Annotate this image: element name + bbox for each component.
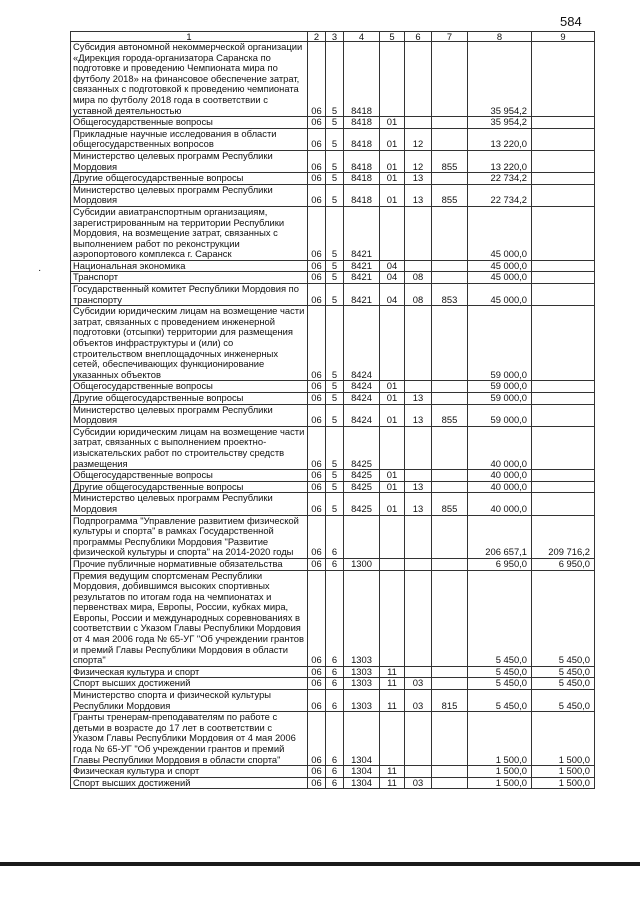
row-code-cell [532, 260, 595, 272]
row-code-cell: 5 [326, 393, 344, 405]
row-code-cell [380, 306, 405, 381]
col-header: 4 [344, 32, 380, 42]
row-code-cell: 6 950,0 [532, 558, 595, 570]
row-code-cell: 04 [380, 260, 405, 272]
row-name-cell: Государственный комитет Республики Мордовия по транспорту [71, 284, 308, 306]
row-code-cell [405, 558, 432, 570]
row-code-cell [432, 777, 468, 789]
row-code-cell: 59 000,0 [468, 404, 532, 426]
table-row [71, 272, 595, 284]
row-code-cell: 6 [326, 515, 344, 558]
row-code-cell: 5 [326, 128, 344, 150]
row-name-cell: Общегосударственные вопросы [71, 470, 308, 482]
row-code-cell: 5 [326, 493, 344, 515]
row-code-cell [405, 470, 432, 482]
table-row [71, 404, 595, 426]
row-code-cell [532, 306, 595, 381]
row-code-cell [432, 678, 468, 690]
row-code-cell: 08 [405, 272, 432, 284]
row-code-cell [432, 712, 468, 766]
row-code-cell: 04 [380, 284, 405, 306]
row-code-cell [380, 712, 405, 766]
row-code-cell: 06 [308, 481, 326, 493]
row-name-cell: Субсидии юридическим лицам на возмещение части затрат, связанных с выполнением проектно-изыскательских работ по строительству средств размещения [71, 426, 308, 469]
row-code-cell [380, 558, 405, 570]
table-row [71, 393, 595, 405]
row-code-cell: 1303 [344, 570, 380, 666]
row-code-cell: 8425 [344, 470, 380, 482]
table-row [71, 426, 595, 469]
row-code-cell [405, 381, 432, 393]
row-code-cell [432, 426, 468, 469]
table-row [71, 470, 595, 482]
row-code-cell: 5 [326, 284, 344, 306]
table-row [71, 42, 595, 117]
row-code-cell: 8421 [344, 272, 380, 284]
row-code-cell: 06 [308, 690, 326, 712]
row-code-cell: 8418 [344, 184, 380, 206]
row-code-cell: 06 [308, 42, 326, 117]
budget-table [70, 31, 595, 789]
row-code-cell: 1 500,0 [468, 712, 532, 766]
row-code-cell [532, 381, 595, 393]
row-code-cell [344, 515, 380, 558]
row-code-cell: 8425 [344, 493, 380, 515]
row-code-cell [405, 570, 432, 666]
row-code-cell: 06 [308, 184, 326, 206]
row-code-cell [405, 206, 432, 260]
row-code-cell [432, 766, 468, 778]
col-header: 5 [380, 32, 405, 42]
row-code-cell: 06 [308, 272, 326, 284]
row-code-cell: 6 [326, 558, 344, 570]
row-code-cell [432, 260, 468, 272]
row-code-cell [380, 206, 405, 260]
row-code-cell: 45 000,0 [468, 260, 532, 272]
row-code-cell: 5 [326, 42, 344, 117]
table-row [71, 117, 595, 129]
col-header: 2 [308, 32, 326, 42]
row-code-cell: 06 [308, 393, 326, 405]
row-code-cell: 06 [308, 515, 326, 558]
row-name-cell: Прикладные научные исследования в области общегосударственных вопросов [71, 128, 308, 150]
row-code-cell: 40 000,0 [468, 470, 532, 482]
row-code-cell [532, 284, 595, 306]
row-code-cell: 03 [405, 777, 432, 789]
row-code-cell: 11 [380, 777, 405, 789]
scan-edge-line [0, 862, 640, 866]
col-header: 9 [532, 32, 595, 42]
row-name-cell: Физическая культура и спорт [71, 766, 308, 778]
row-code-cell: 06 [308, 128, 326, 150]
row-code-cell: 01 [380, 470, 405, 482]
table-row [71, 150, 595, 172]
row-code-cell: 59 000,0 [468, 381, 532, 393]
row-name-cell: Министерство целевых программ Республики Мордовия [71, 404, 308, 426]
row-code-cell: 01 [380, 493, 405, 515]
row-code-cell: 5 450,0 [468, 570, 532, 666]
row-code-cell [380, 570, 405, 666]
row-name-cell: Подпрограмма "Управление развитием физической культуры и спорта" в рамках Государственной программы Республики Мордовия "Развитие физической культуры и спорта" на 2014-2020 годы [71, 515, 308, 558]
row-code-cell: 04 [380, 272, 405, 284]
row-code-cell: 1303 [344, 666, 380, 678]
row-code-cell: 08 [405, 284, 432, 306]
row-code-cell [405, 117, 432, 129]
row-code-cell [432, 393, 468, 405]
row-code-cell: 13 [405, 404, 432, 426]
table-row [71, 766, 595, 778]
row-code-cell [532, 184, 595, 206]
row-code-cell: 8424 [344, 404, 380, 426]
row-code-cell: 06 [308, 284, 326, 306]
row-code-cell: 13 220,0 [468, 128, 532, 150]
row-code-cell: 1 500,0 [532, 777, 595, 789]
row-code-cell: 8418 [344, 150, 380, 172]
table-row [71, 570, 595, 666]
row-code-cell: 8424 [344, 381, 380, 393]
table-row [71, 184, 595, 206]
row-name-cell: Другие общегосударственные вопросы [71, 481, 308, 493]
row-code-cell: 853 [432, 284, 468, 306]
row-code-cell: 40 000,0 [468, 481, 532, 493]
row-code-cell: 11 [380, 678, 405, 690]
row-code-cell: 11 [380, 766, 405, 778]
col-header: 1 [71, 32, 308, 42]
row-code-cell: 1 500,0 [468, 777, 532, 789]
row-code-cell [532, 493, 595, 515]
row-code-cell: 45 000,0 [468, 272, 532, 284]
row-code-cell: 6 [326, 690, 344, 712]
row-code-cell: 06 [308, 493, 326, 515]
row-code-cell: 815 [432, 690, 468, 712]
row-code-cell [432, 128, 468, 150]
row-code-cell: 12 [405, 150, 432, 172]
table-row [71, 260, 595, 272]
row-name-cell: Министерство спорта и физической культуры Республики Мордовия [71, 690, 308, 712]
row-code-cell: 06 [308, 570, 326, 666]
row-code-cell: 01 [380, 173, 405, 185]
row-code-cell [532, 42, 595, 117]
row-code-cell: 1 500,0 [532, 766, 595, 778]
row-code-cell: 5 [326, 150, 344, 172]
row-code-cell: 6 [326, 666, 344, 678]
row-code-cell: 5 [326, 381, 344, 393]
row-code-cell: 6 950,0 [468, 558, 532, 570]
row-name-cell: Физическая культура и спорт [71, 666, 308, 678]
row-code-cell: 5 450,0 [468, 690, 532, 712]
row-code-cell: 6 [326, 766, 344, 778]
table-row [71, 678, 595, 690]
row-code-cell [380, 426, 405, 469]
row-code-cell: 5 [326, 173, 344, 185]
row-code-cell [432, 481, 468, 493]
row-code-cell: 01 [380, 117, 405, 129]
row-code-cell: 1304 [344, 777, 380, 789]
row-code-cell: 06 [308, 777, 326, 789]
row-code-cell: 5 450,0 [468, 678, 532, 690]
row-code-cell: 5 [326, 117, 344, 129]
table-row [71, 128, 595, 150]
row-name-cell: Субсидия автономной некоммерческой организации «Дирекция города-организатора Саранска по подготовке и проведению Чемпионата мира по футболу 2018» на финансовое обеспечение затрат, связанных с подготовкой к проведению чемпионата мира по футболу 2018 года в соответствии с уставной деятельностью [71, 42, 308, 117]
row-code-cell: 06 [308, 260, 326, 272]
row-code-cell: 6 [326, 678, 344, 690]
row-code-cell: 855 [432, 493, 468, 515]
row-code-cell: 855 [432, 150, 468, 172]
row-code-cell: 40 000,0 [468, 493, 532, 515]
row-code-cell: 13 220,0 [468, 150, 532, 172]
row-code-cell: 06 [308, 470, 326, 482]
row-code-cell: 5 [326, 470, 344, 482]
row-code-cell: 8421 [344, 284, 380, 306]
row-code-cell: 5 [326, 481, 344, 493]
table-row [71, 284, 595, 306]
row-name-cell: Национальная экономика [71, 260, 308, 272]
row-code-cell: 35 954,2 [468, 117, 532, 129]
page-number: 584 [560, 14, 582, 29]
row-code-cell: 22 734,2 [468, 173, 532, 185]
row-code-cell: 13 [405, 173, 432, 185]
table-row [71, 206, 595, 260]
row-code-cell: 06 [308, 766, 326, 778]
row-code-cell [432, 570, 468, 666]
table-row [71, 481, 595, 493]
table-header-row [71, 32, 595, 42]
row-code-cell [405, 666, 432, 678]
row-name-cell: Гранты тренерам-преподавателям по работе с детьми в возрасте до 17 лет в соответствии с Указом Главы Республики Мордовия от 4 мая 2006 года № 65-УГ "Об учреждении грантов и премий Главы Республики Мордовия в области спорта" [71, 712, 308, 766]
row-code-cell: 6 [326, 570, 344, 666]
row-code-cell [532, 426, 595, 469]
row-code-cell: 8425 [344, 426, 380, 469]
row-code-cell: 5 [326, 426, 344, 469]
table-row [71, 666, 595, 678]
row-code-cell: 5 450,0 [532, 570, 595, 666]
row-code-cell: 5 [326, 272, 344, 284]
row-code-cell: 8421 [344, 260, 380, 272]
row-code-cell: 8425 [344, 481, 380, 493]
row-code-cell [532, 470, 595, 482]
row-code-cell: 06 [308, 712, 326, 766]
table-row [71, 493, 595, 515]
stray-mark: · [38, 265, 42, 276]
table-row [71, 558, 595, 570]
row-name-cell: Общегосударственные вопросы [71, 381, 308, 393]
row-code-cell: 1304 [344, 766, 380, 778]
row-code-cell [432, 272, 468, 284]
table-row [71, 515, 595, 558]
row-code-cell: 01 [380, 393, 405, 405]
row-code-cell [532, 150, 595, 172]
row-code-cell: 13 [405, 184, 432, 206]
row-code-cell: 03 [405, 678, 432, 690]
col-header: 7 [432, 32, 468, 42]
row-code-cell [432, 173, 468, 185]
row-code-cell: 5 [326, 260, 344, 272]
row-code-cell: 5 [326, 404, 344, 426]
row-code-cell [405, 306, 432, 381]
row-code-cell [532, 128, 595, 150]
row-code-cell: 22 734,2 [468, 184, 532, 206]
row-code-cell: 13 [405, 493, 432, 515]
row-code-cell: 06 [308, 150, 326, 172]
row-code-cell: 8421 [344, 206, 380, 260]
row-code-cell: 40 000,0 [468, 426, 532, 469]
row-code-cell: 8418 [344, 173, 380, 185]
row-code-cell [432, 42, 468, 117]
row-code-cell [432, 470, 468, 482]
table-row [71, 690, 595, 712]
table-row [71, 777, 595, 789]
row-code-cell: 45 000,0 [468, 284, 532, 306]
row-code-cell: 01 [380, 184, 405, 206]
row-name-cell: Другие общегосударственные вопросы [71, 393, 308, 405]
row-code-cell: 1303 [344, 678, 380, 690]
row-code-cell: 8418 [344, 128, 380, 150]
row-code-cell: 01 [380, 381, 405, 393]
row-code-cell [432, 666, 468, 678]
table-row [71, 712, 595, 766]
row-code-cell: 6 [326, 712, 344, 766]
row-code-cell: 06 [308, 306, 326, 381]
row-code-cell [380, 515, 405, 558]
row-code-cell [380, 42, 405, 117]
row-code-cell [532, 481, 595, 493]
row-code-cell: 8418 [344, 42, 380, 117]
row-code-cell [405, 426, 432, 469]
row-code-cell: 5 450,0 [468, 666, 532, 678]
row-code-cell: 11 [380, 666, 405, 678]
row-code-cell: 855 [432, 404, 468, 426]
row-code-cell [432, 558, 468, 570]
row-code-cell: 06 [308, 558, 326, 570]
row-code-cell: 06 [308, 206, 326, 260]
row-code-cell: 01 [380, 150, 405, 172]
row-name-cell: Субсидии юридическим лицам на возмещение части затрат, связанных с проведением инженерной подготовки (отсыпки) территории для размещения объектов инфраструктуры и (или) со строительством внеплощадочных инженерных сетей, обеспечивающих функционирование указанных объектов [71, 306, 308, 381]
row-code-cell: 06 [308, 117, 326, 129]
row-code-cell: 06 [308, 173, 326, 185]
row-name-cell: Субсидии авиатранспортным организациям, зарегистрированным на территории Республики Мордовия, на возмещение затрат, связанных с выполнением работ по реконструкции аэропортового комплекса г. Саранск [71, 206, 308, 260]
col-header: 6 [405, 32, 432, 42]
row-code-cell [532, 117, 595, 129]
row-code-cell: 01 [380, 128, 405, 150]
row-name-cell: Министерство целевых программ Республики Мордовия [71, 493, 308, 515]
row-code-cell: 03 [405, 690, 432, 712]
row-code-cell: 13 [405, 393, 432, 405]
row-code-cell: 59 000,0 [468, 393, 532, 405]
row-name-cell: Спорт высших достижений [71, 678, 308, 690]
row-code-cell: 8424 [344, 306, 380, 381]
row-code-cell [405, 515, 432, 558]
table-row [71, 173, 595, 185]
row-code-cell: 06 [308, 426, 326, 469]
row-code-cell: 5 450,0 [532, 666, 595, 678]
row-code-cell [432, 206, 468, 260]
row-code-cell: 209 716,2 [532, 515, 595, 558]
row-name-cell: Премия ведущим спортсменам Республики Мордовия, добившимся высоких спортивных результатов по итогам года на чемпионатах и первенствах мира, Европы, России, кубках мира, Европы, России и международных соревнованиях в соответствии с Указом Главы Республики Мордовия от 4 мая 2006 года № 65-УГ "Об учреждении грантов и премий Главы Республики Мордовия в области спорта" [71, 570, 308, 666]
row-code-cell: 8418 [344, 117, 380, 129]
row-code-cell [532, 173, 595, 185]
row-code-cell: 5 [326, 206, 344, 260]
row-code-cell: 5 [326, 306, 344, 381]
row-code-cell: 8424 [344, 393, 380, 405]
row-code-cell: 1 500,0 [468, 766, 532, 778]
row-code-cell: 12 [405, 128, 432, 150]
row-name-cell: Транспорт [71, 272, 308, 284]
row-code-cell: 1303 [344, 690, 380, 712]
row-code-cell: 06 [308, 404, 326, 426]
row-code-cell [532, 393, 595, 405]
row-code-cell: 06 [308, 678, 326, 690]
row-code-cell: 206 657,1 [468, 515, 532, 558]
row-code-cell: 06 [308, 666, 326, 678]
col-header: 8 [468, 32, 532, 42]
row-code-cell: 855 [432, 184, 468, 206]
row-code-cell [432, 515, 468, 558]
row-code-cell: 5 450,0 [532, 690, 595, 712]
row-name-cell: Общегосударственные вопросы [71, 117, 308, 129]
row-code-cell [405, 42, 432, 117]
row-code-cell [405, 766, 432, 778]
row-code-cell: 45 000,0 [468, 206, 532, 260]
row-code-cell: 01 [380, 404, 405, 426]
row-code-cell: 35 954,2 [468, 42, 532, 117]
row-code-cell: 1304 [344, 712, 380, 766]
row-code-cell [432, 117, 468, 129]
row-name-cell: Министерство целевых программ Республики Мордовия [71, 184, 308, 206]
row-code-cell [532, 272, 595, 284]
row-code-cell: 1 500,0 [532, 712, 595, 766]
row-code-cell: 5 [326, 184, 344, 206]
row-code-cell [405, 260, 432, 272]
row-name-cell: Другие общегосударственные вопросы [71, 173, 308, 185]
row-code-cell [532, 206, 595, 260]
row-name-cell: Министерство целевых программ Республики Мордовия [71, 150, 308, 172]
row-name-cell: Спорт высших достижений [71, 777, 308, 789]
row-code-cell: 1300 [344, 558, 380, 570]
row-code-cell: 5 450,0 [532, 678, 595, 690]
row-code-cell: 11 [380, 690, 405, 712]
table-row [71, 381, 595, 393]
row-code-cell: 59 000,0 [468, 306, 532, 381]
table-row [71, 306, 595, 381]
row-code-cell: 6 [326, 777, 344, 789]
row-code-cell: 13 [405, 481, 432, 493]
row-code-cell [432, 381, 468, 393]
row-code-cell [532, 404, 595, 426]
col-header: 3 [326, 32, 344, 42]
row-code-cell: 01 [380, 481, 405, 493]
row-code-cell [405, 712, 432, 766]
row-code-cell [432, 306, 468, 381]
row-code-cell: 06 [308, 381, 326, 393]
row-name-cell: Прочие публичные нормативные обязательства [71, 558, 308, 570]
